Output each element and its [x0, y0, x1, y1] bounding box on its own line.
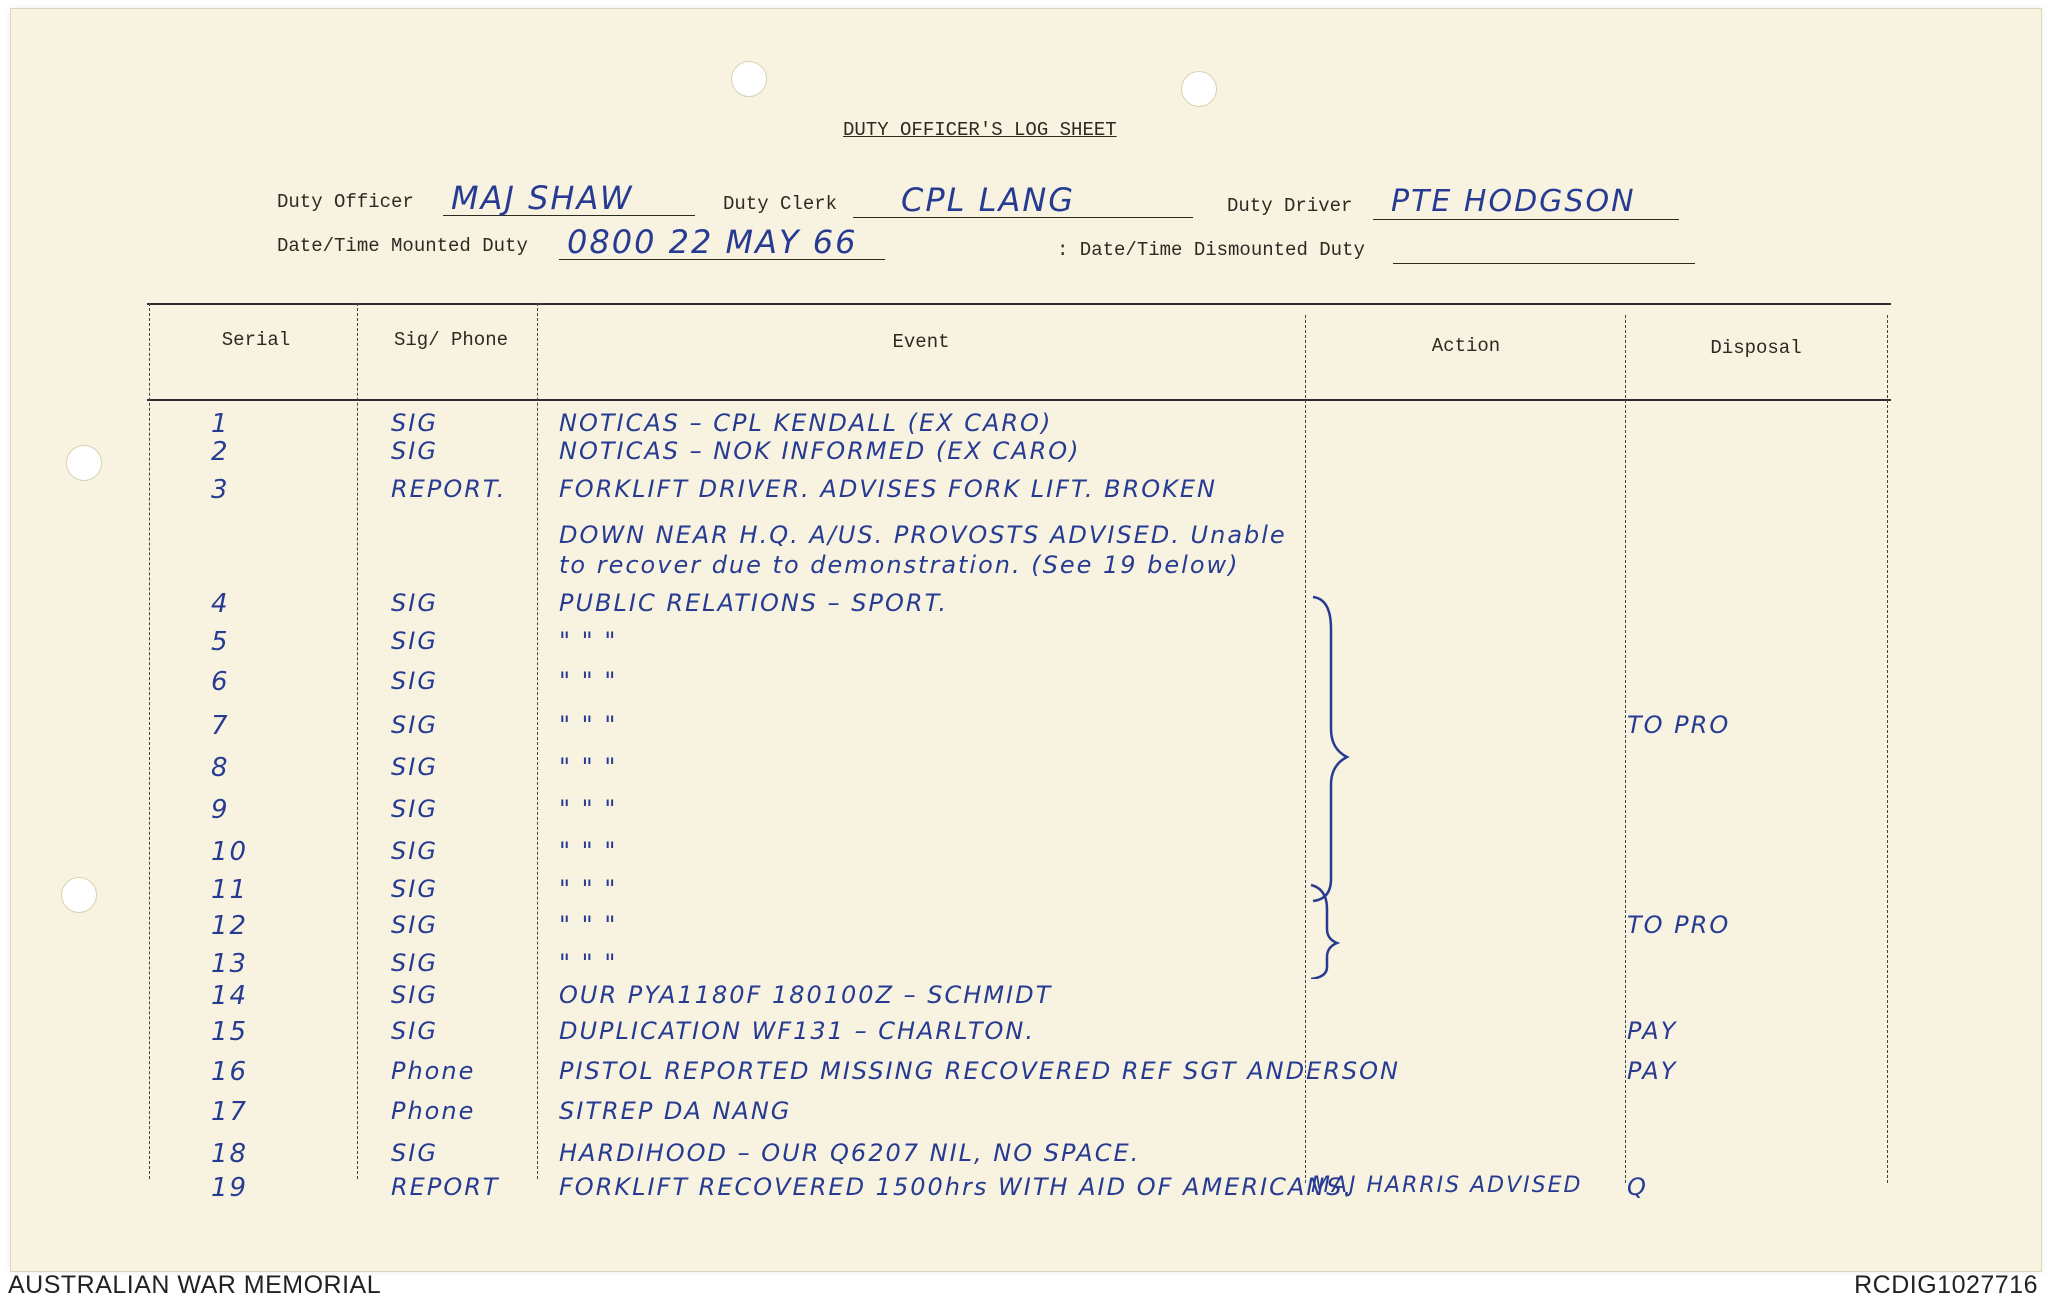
row-sig-phone: SIG — [391, 409, 438, 437]
duty-clerk-label: Duty Clerk — [723, 193, 838, 215]
row-serial: 9 — [211, 795, 230, 825]
row-sig-phone: Phone — [391, 1057, 476, 1085]
punch-hole — [731, 61, 767, 97]
row-sig-phone: Phone — [391, 1097, 476, 1125]
table-border-right — [1887, 315, 1888, 1183]
row-sig-phone: REPORT. — [391, 475, 507, 503]
row-sig-phone: SIG — [391, 1139, 438, 1167]
column-divider — [357, 303, 358, 1179]
row-sig-phone: SIG — [391, 949, 438, 977]
row-sig-phone: SIG — [391, 795, 438, 823]
column-divider — [537, 303, 538, 1179]
duty-officer-label: Duty Officer — [277, 191, 414, 213]
row-action: MAJ HARRIS ADVISED — [1311, 1173, 1583, 1198]
dismounted-duty-line — [1393, 263, 1695, 264]
row-event: PISTOL REPORTED MISSING RECOVERED REF SGT ANDERSON — [559, 1057, 1400, 1085]
column-header-serial: Serial — [221, 329, 291, 351]
row-event: DOWN NEAR H.Q. A/US. PROVOSTS ADVISED. Unable — [559, 521, 1287, 549]
row-event: " " " — [559, 949, 618, 977]
row-serial: 2 — [211, 437, 230, 467]
row-sig-phone: SIG — [391, 437, 438, 465]
row-disposal: PAY — [1627, 1017, 1678, 1045]
dismounted-duty-label: : Date/Time Dismounted Duty — [1057, 239, 1365, 261]
row-sig-phone: SIG — [391, 711, 438, 739]
row-event: " " " — [559, 837, 618, 865]
row-serial: 18 — [211, 1139, 249, 1169]
row-sig-phone: SIG — [391, 667, 438, 695]
row-event: " " " — [559, 627, 618, 655]
punch-hole — [1181, 71, 1217, 107]
mounted-duty-value: 0800 22 MAY 66 — [567, 223, 858, 261]
log-sheet-paper — [10, 8, 2042, 1272]
row-event: SITREP DA NANG — [559, 1097, 792, 1125]
row-sig-phone: SIG — [391, 627, 438, 655]
row-sig-phone: SIG — [391, 1017, 438, 1045]
row-serial: 10 — [211, 837, 249, 867]
column-header-action: Action — [1431, 335, 1501, 357]
row-serial: 11 — [211, 875, 249, 905]
table-header-rule — [147, 399, 1891, 401]
row-sig-phone: SIG — [391, 875, 438, 903]
row-serial: 8 — [211, 753, 230, 783]
table-border-left — [149, 303, 150, 1179]
row-sig-phone: SIG — [391, 753, 438, 781]
row-event: " " " — [559, 795, 618, 823]
footer-institution: AUSTRALIAN WAR MEMORIAL — [8, 1271, 382, 1299]
row-sig-phone: SIG — [391, 911, 438, 939]
row-serial: 7 — [211, 711, 230, 741]
duty-officer-value: MAJ SHAW — [451, 179, 634, 217]
row-disposal: PAY — [1627, 1057, 1678, 1085]
row-event: DUPLICATION WF131 – CHARLTON. — [559, 1017, 1035, 1045]
row-event: " " " — [559, 667, 618, 695]
row-event: " " " — [559, 753, 618, 781]
row-serial: 1 — [211, 409, 230, 439]
row-sig-phone: REPORT — [391, 1173, 500, 1201]
row-serial: 19 — [211, 1173, 249, 1203]
column-header-sig-phone: Sig/ Phone — [393, 329, 509, 351]
row-serial: 14 — [211, 981, 249, 1011]
row-event: " " " — [559, 875, 618, 903]
bracket-mark — [1301, 589, 1361, 979]
row-serial: 17 — [211, 1097, 249, 1127]
duty-driver-line — [1373, 219, 1679, 220]
column-divider — [1625, 315, 1626, 1183]
row-sig-phone: SIG — [391, 589, 438, 617]
row-event: FORKLIFT DRIVER. ADVISES FORK LIFT. BROKEN — [559, 475, 1218, 503]
row-disposal: Q — [1627, 1173, 1648, 1201]
row-disposal: TO PRO — [1627, 711, 1731, 739]
row-serial: 3 — [211, 475, 230, 505]
row-serial: 12 — [211, 911, 249, 941]
row-event: to recover due to demonstration. (See 19 below) — [559, 551, 1240, 579]
row-event: HARDIHOOD – OUR Q6207 NIL, NO SPACE. — [559, 1139, 1141, 1167]
row-sig-phone: SIG — [391, 981, 438, 1009]
row-event: FORKLIFT RECOVERED 1500hrs WITH AID OF AMERICANS. — [559, 1173, 1354, 1201]
column-header-event: Event — [892, 331, 950, 353]
row-event: " " " — [559, 711, 618, 739]
duty-clerk-value: CPL LANG — [901, 181, 1076, 219]
row-event: NOTICAS – NOK INFORMED (EX CARO) — [559, 437, 1081, 465]
row-event: OUR PYA1180F 180100Z – SCHMIDT — [559, 981, 1053, 1009]
row-serial: 16 — [211, 1057, 249, 1087]
row-serial: 13 — [211, 949, 249, 979]
row-serial: 4 — [211, 589, 230, 619]
duty-driver-label: Duty Driver — [1227, 195, 1353, 217]
column-header-disposal: Disposal — [1710, 337, 1802, 359]
row-serial: 6 — [211, 667, 230, 697]
footer-reference-id: RCDIG1027716 — [1854, 1271, 2038, 1299]
punch-hole — [66, 445, 102, 481]
row-event: NOTICAS – CPL KENDALL (EX CARO) — [559, 409, 1053, 437]
row-serial: 15 — [211, 1017, 249, 1047]
row-serial: 5 — [211, 627, 230, 657]
punch-hole — [61, 877, 97, 913]
mounted-duty-label: Date/Time Mounted Duty — [277, 235, 528, 257]
row-sig-phone: SIG — [391, 837, 438, 865]
row-disposal: TO PRO — [1627, 911, 1731, 939]
page-title: DUTY OFFICER'S LOG SHEET — [843, 119, 1117, 141]
table-top-rule — [147, 303, 1891, 305]
row-event: PUBLIC RELATIONS – SPORT. — [559, 589, 949, 617]
duty-driver-value: PTE HODGSON — [1391, 184, 1636, 219]
row-event: " " " — [559, 911, 618, 939]
